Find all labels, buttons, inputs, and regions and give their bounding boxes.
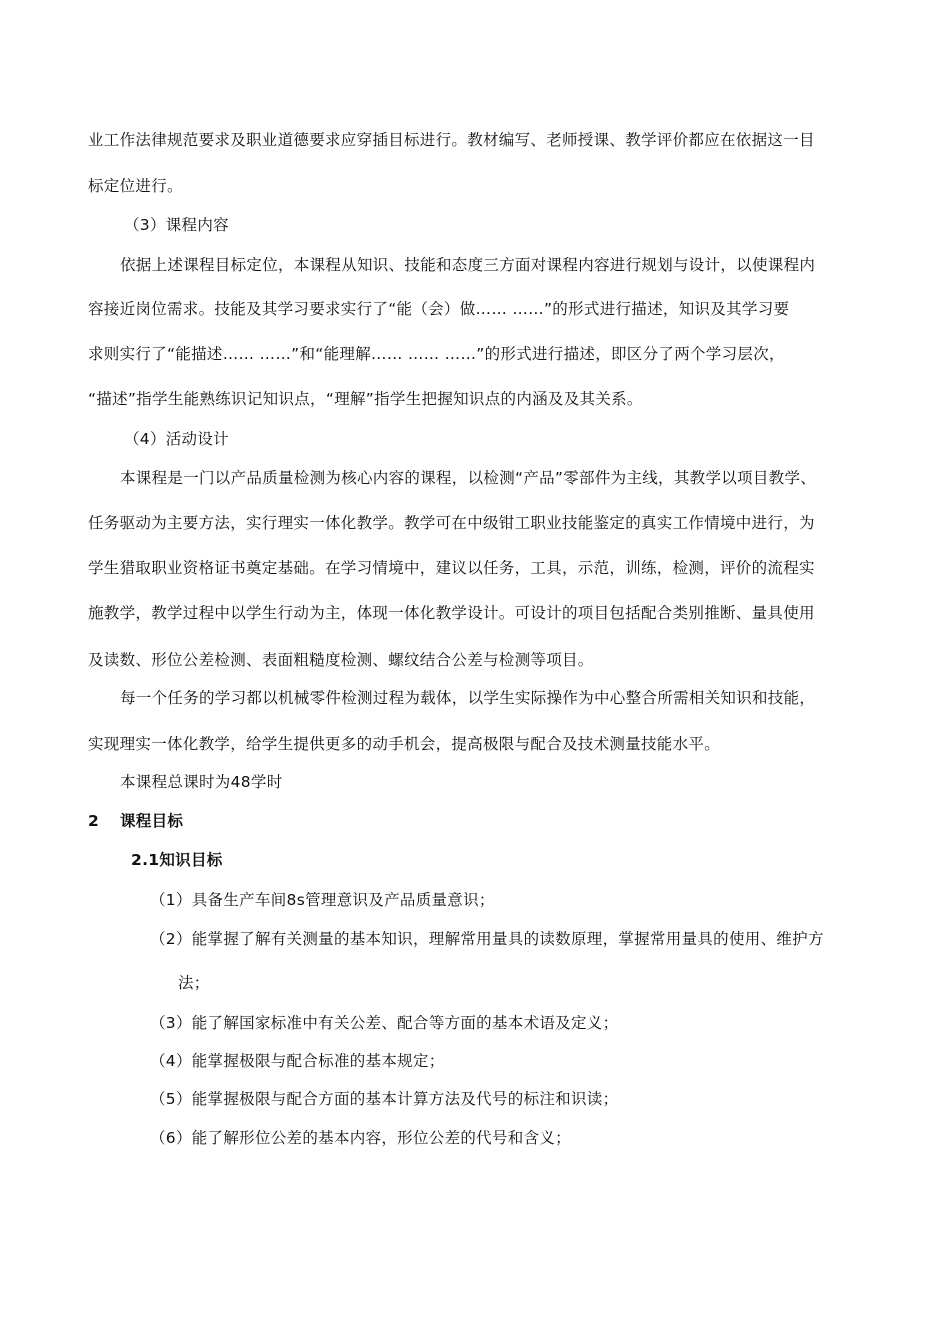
paragraph-line: 实现理实一体化教学，给学生提供更多的动手机会，提高极限与配合及技术测量技能水平。 — [88, 735, 721, 753]
paragraph-line: “描述”指学生能熟练识记知识点，“理解”指学生把握知识点的内涵及及其关系。 — [88, 390, 643, 408]
list-item: （5）能掌握极限与配合方面的基本计算方法及代号的标注和识读； — [150, 1090, 619, 1108]
paragraph-line: 本课程是一门以产品质量检测为核心内容的课程，以检测“产品”零部件为主线，其教学以项目教学、 — [120, 469, 817, 487]
subheading-course-content: （3）课程内容 — [124, 216, 229, 234]
paragraph-line: 任务驱动为主要方法，实行理实一体化教学。教学可在中级钳工职业技能鉴定的真实工作情境中进行，为 — [88, 514, 815, 532]
paragraph-line: 标定位进行。 — [88, 177, 183, 195]
paragraph-line: 业工作法律规范要求及职业道德要求应穿插目标进行。教材编写、老师授课、教学评价都应在依据这一目 — [88, 131, 815, 149]
section-title: 课程目标 — [120, 812, 184, 830]
list-item: （3）能了解国家标准中有关公差、配合等方面的基本术语及定义； — [150, 1014, 619, 1032]
subsection-title: 2.1知识目标 — [131, 851, 223, 869]
list-item: （2）能掌握了解有关测量的基本知识，理解常用量具的读数原理，掌握常用量具的使用、维护方 — [150, 930, 824, 948]
list-item: （6）能了解形位公差的基本内容，形位公差的代号和含义； — [150, 1129, 571, 1147]
paragraph-line: 学生猎取职业资格证书奠定基础。在学习情境中，建议以任务，工具，示范，训练，检测，评价的流程实 — [88, 559, 815, 577]
section-number: 2 — [88, 812, 100, 830]
list-item: （4）能掌握极限与配合标准的基本规定； — [150, 1052, 445, 1070]
subheading-activity-design: （4）活动设计 — [124, 430, 229, 448]
paragraph-line: 每一个任务的学习都以机械零件检测过程为载体，以学生实际操作为中心整合所需相关知识和技能， — [120, 689, 816, 707]
paragraph-line: 施教学，教学过程中以学生行动为主，体现一体化教学设计。可设计的项目包括配合类别推断、量具使用 — [88, 604, 815, 622]
paragraph-line: 求则实行了“能描述…… ……”和“能理解…… …… ……”的形式进行描述，即区分了两个学习层次， — [88, 345, 785, 363]
list-item: （1）具备生产车间8s管理意识及产品质量意识； — [150, 891, 495, 909]
paragraph-line: 及读数、形位公差检测、表面粗糙度检测、螺纹结合公差与检测等项目。 — [88, 651, 594, 669]
paragraph-line: 本课程总课时为48学时 — [120, 773, 283, 791]
paragraph-line: 依据上述课程目标定位，本课程从知识、技能和态度三方面对课程内容进行规划与设计，以使课程内 — [120, 256, 816, 274]
paragraph-line: 容接近岗位需求。技能及其学习要求实行了“能（会）做…… ……”的形式进行描述，知识及其学习要 — [88, 300, 790, 318]
list-item-continuation: 法； — [178, 974, 210, 992]
